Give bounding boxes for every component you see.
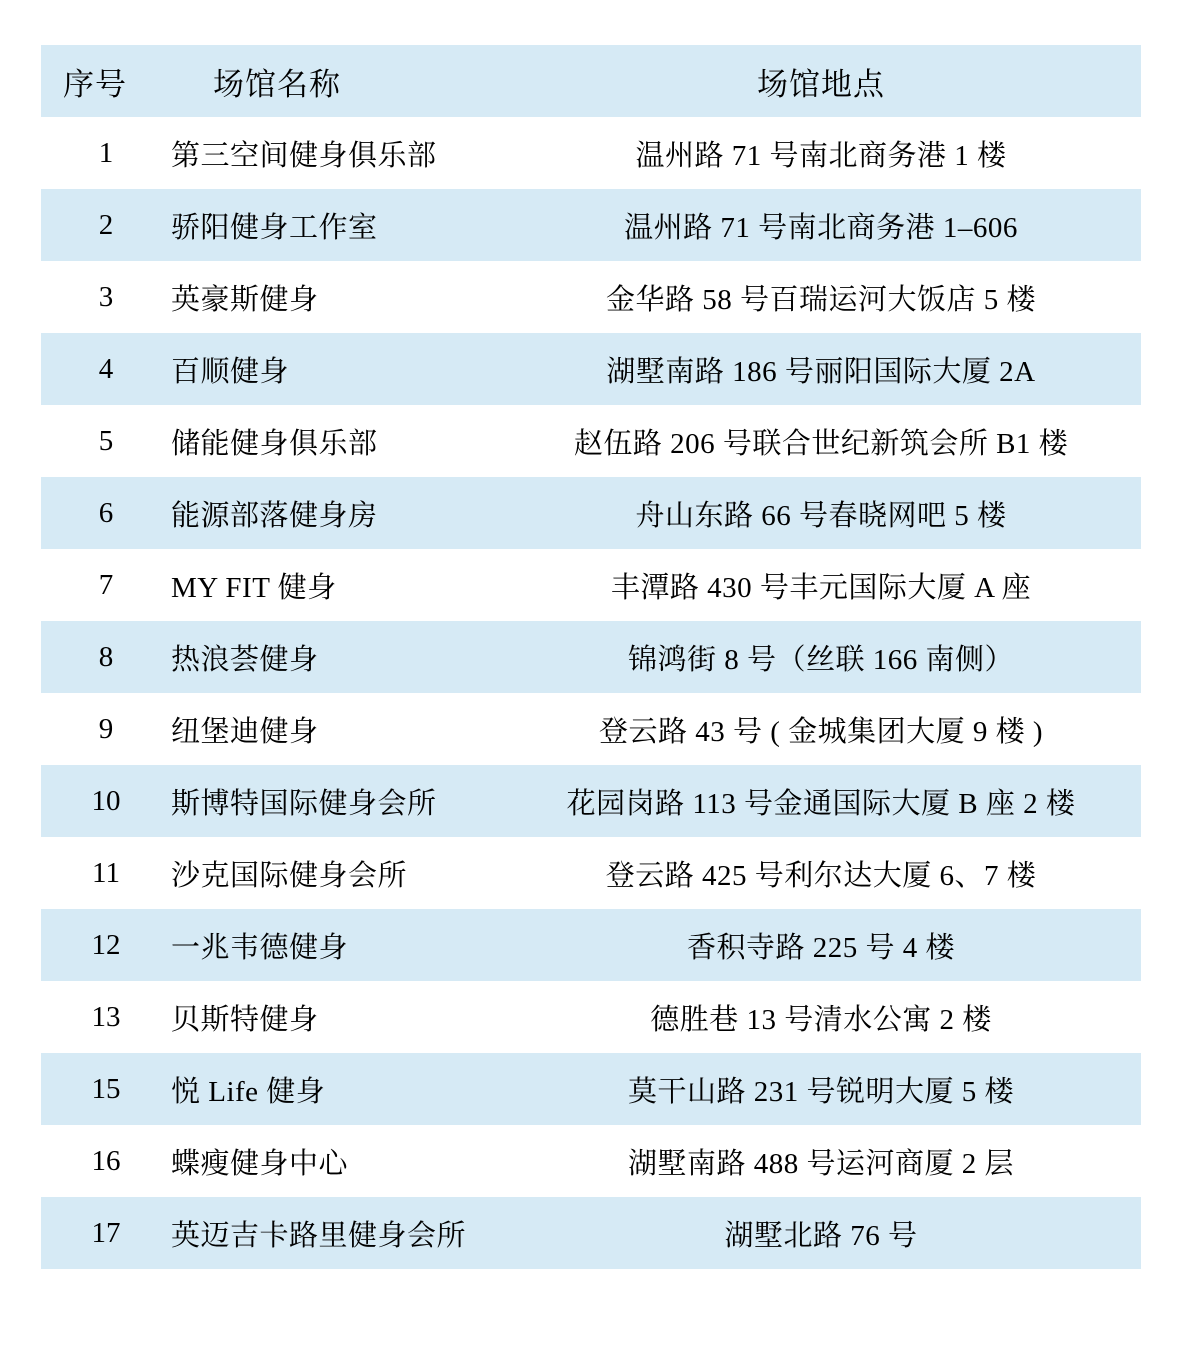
cell-venue-name: 第三空间健身俱乐部	[171, 139, 437, 172]
table-row	[41, 981, 1141, 1053]
table-row	[41, 1197, 1141, 1269]
cell-index: 6	[98, 496, 114, 529]
cell-venue-address: 湖墅北路 76 号	[724, 1219, 918, 1252]
cell-index: 10	[91, 784, 121, 817]
cell-venue-name: 骄阳健身工作室	[171, 211, 378, 244]
table-body	[41, 117, 1141, 1269]
column-header-index: 序号	[63, 66, 127, 102]
cell-index: 16	[91, 1144, 121, 1177]
cell-index: 2	[98, 208, 114, 241]
table-row	[41, 549, 1141, 621]
cell-venue-name: 蝶瘦健身中心	[171, 1147, 349, 1180]
cell-venue-name: 热浪荟健身	[171, 643, 319, 676]
cell-venue-name: 英迈吉卡路里健身会所	[171, 1219, 467, 1252]
cell-venue-address: 赵伍路 206 号联合世纪新筑会所 B1 楼	[573, 427, 1069, 460]
cell-venue-address: 花园岗路 113 号金通国际大厦 B 座 2 楼	[566, 787, 1076, 820]
column-header-name: 场馆名称	[213, 66, 341, 102]
cell-index: 4	[98, 352, 114, 385]
table-row	[41, 117, 1141, 189]
document-page	[0, 45, 1182, 1345]
cell-venue-address: 金华路 58 号百瑞运河大饭店 5 楼	[605, 283, 1036, 316]
cell-venue-name: 英豪斯健身	[171, 283, 319, 316]
cell-index: 7	[98, 568, 114, 601]
table-row	[41, 1053, 1141, 1125]
table-row	[41, 693, 1141, 765]
table-row	[41, 189, 1141, 261]
column-header-address: 场馆地点	[757, 66, 885, 102]
cell-venue-name: 能源部落健身房	[171, 499, 378, 532]
table-row	[41, 765, 1141, 837]
cell-venue-address: 湖墅南路 488 号运河商厦 2 层	[627, 1147, 1014, 1180]
cell-venue-name: 储能健身俱乐部	[171, 427, 378, 460]
cell-index: 3	[98, 280, 114, 313]
table-row	[41, 1125, 1141, 1197]
cell-venue-name: MY FIT 健身	[171, 571, 337, 604]
cell-index: 8	[98, 640, 114, 673]
cell-index: 11	[92, 856, 120, 889]
cell-venue-address: 舟山东路 66 号春晓网吧 5 楼	[635, 499, 1007, 532]
cell-venue-address: 温州路 71 号南北商务港 1 楼	[635, 139, 1007, 172]
cell-venue-address: 登云路 425 号利尔达大厦 6、7 楼	[605, 859, 1037, 892]
cell-venue-address: 锦鸿街 8 号（丝联 166 南侧）	[627, 643, 1014, 676]
cell-venue-name: 悦 Life 健身	[171, 1075, 326, 1108]
cell-venue-name: 斯博特国际健身会所	[171, 787, 437, 820]
cell-venue-address: 莫干山路 231 号锐明大厦 5 楼	[627, 1075, 1014, 1108]
table-header	[41, 45, 1141, 117]
cell-venue-address: 登云路 43 号 ( 金城集团大厦 9 楼 )	[598, 715, 1044, 748]
cell-venue-address: 丰潭路 430 号丰元国际大厦 A 座	[610, 571, 1032, 604]
cell-venue-name: 纽堡迪健身	[171, 715, 319, 748]
table-header-row	[41, 45, 1141, 117]
cell-venue-address: 香积寺路 225 号 4 楼	[686, 931, 955, 964]
cell-index: 5	[98, 424, 114, 457]
cell-venue-address: 温州路 71 号南北商务港 1–606	[624, 211, 1018, 244]
table-row	[41, 909, 1141, 981]
cell-venue-name: 沙克国际健身会所	[171, 859, 408, 892]
table-row	[41, 621, 1141, 693]
table-row	[41, 405, 1141, 477]
table-row	[41, 261, 1141, 333]
cell-venue-address: 湖墅南路 186 号丽阳国际大厦 2A	[606, 355, 1036, 388]
table-row	[41, 477, 1141, 549]
cell-index: 9	[98, 712, 114, 745]
table-row	[41, 333, 1141, 405]
cell-venue-name: 百顺健身	[171, 355, 290, 388]
cell-venue-name: 一兆韦德健身	[171, 931, 349, 964]
cell-index: 1	[98, 136, 114, 169]
table-row	[41, 837, 1141, 909]
cell-index: 17	[91, 1216, 121, 1249]
cell-index: 13	[91, 1000, 121, 1033]
venue-table	[41, 45, 1141, 1269]
cell-venue-address: 德胜巷 13 号清水公寓 2 楼	[650, 1003, 992, 1036]
cell-index: 12	[91, 928, 121, 961]
cell-index: 15	[91, 1072, 121, 1105]
cell-venue-name: 贝斯特健身	[171, 1003, 319, 1036]
